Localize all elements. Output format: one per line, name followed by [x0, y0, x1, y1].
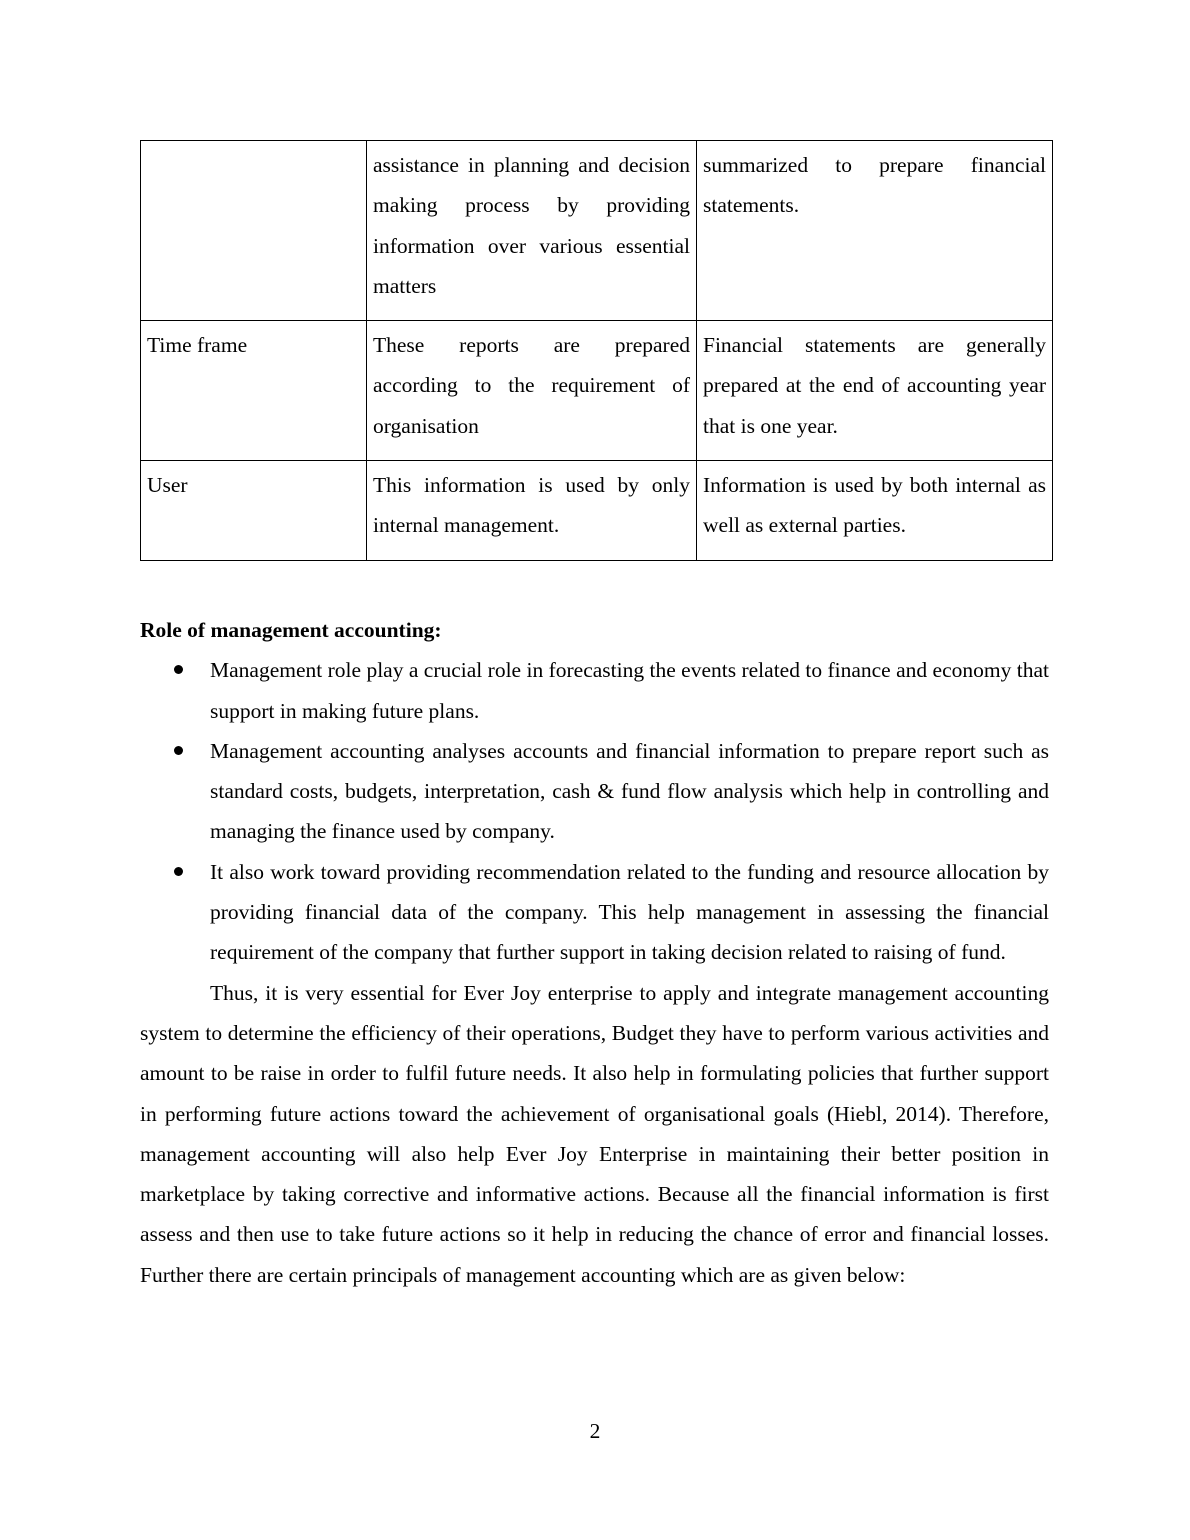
- role-section: [140, 610, 1049, 1295]
- list-item: [140, 731, 1049, 852]
- table-cell-financial-accounting: Information is used by both internal as well as external parties.: [697, 461, 1053, 561]
- bullet-dot-icon: [174, 746, 183, 755]
- table-cell-financial-accounting: summarized to prepare financial statements.: [697, 141, 1053, 321]
- list-item-text: Management role play a crucial role in forecasting the events related to finance and economy that support in making future plans.: [210, 658, 1049, 723]
- table-cell-financial-accounting: Financial statements are generally prepared at the end of accounting year that is one year.: [697, 321, 1053, 461]
- table-cell-criterion: User: [141, 461, 367, 561]
- table-cell-management-accounting: This information is used by only internal management.: [367, 461, 697, 561]
- list-item: [140, 852, 1049, 973]
- list-item-text: It also work toward providing recommendation related to the funding and resource allocation by providing financial data of the company. This help management in assessing the financial requirement of the company that further support in taking decision related to raising of fund.: [210, 859, 1049, 965]
- table-cell-management-accounting: assistance in planning and decision making process by providing information over various essential matters: [367, 141, 697, 321]
- bullet-list: [140, 650, 1049, 972]
- bullet-dot-icon: [174, 665, 183, 674]
- page-number: 2: [589, 1419, 601, 1443]
- table-row: [141, 321, 1053, 461]
- table-row: [141, 141, 1053, 321]
- table-row: [141, 461, 1053, 561]
- table-cell-management-accounting: These reports are prepared according to the requirement of organisation: [367, 321, 697, 461]
- bullet-dot-icon: [174, 867, 183, 876]
- table-cell-criterion: Time frame: [141, 321, 367, 461]
- section-heading: Role of management accounting:: [140, 618, 442, 642]
- list-item: [140, 650, 1049, 731]
- comparison-table: [140, 140, 1053, 561]
- body-paragraph: Thus, it is very essential for Ever Joy enterprise to apply and integrate management accounting system to determine the efficiency of their operations, Budget they have to perform various activities and amount to be raise in order to fulfil future needs. It also help in formulating policies that further support in performing future actions toward the achievement of organisational goals (Hiebl, 2014). Therefore, management accounting will also help Ever Joy Enterprise in maintaining their better position in marketplace by taking corrective and informative actions. Because all the financial information is first assess and then use to take future actions so it help in reducing the chance of error and financial losses. Further there are certain principals of management accounting which are as given below:: [140, 980, 1049, 1287]
- list-item-text: Management accounting analyses accounts and financial information to prepare report such as standard costs, budgets, interpretation, cash & fund flow analysis which help in controlling and managing the finance used by company.: [210, 738, 1049, 844]
- table-cell-criterion: [141, 141, 367, 321]
